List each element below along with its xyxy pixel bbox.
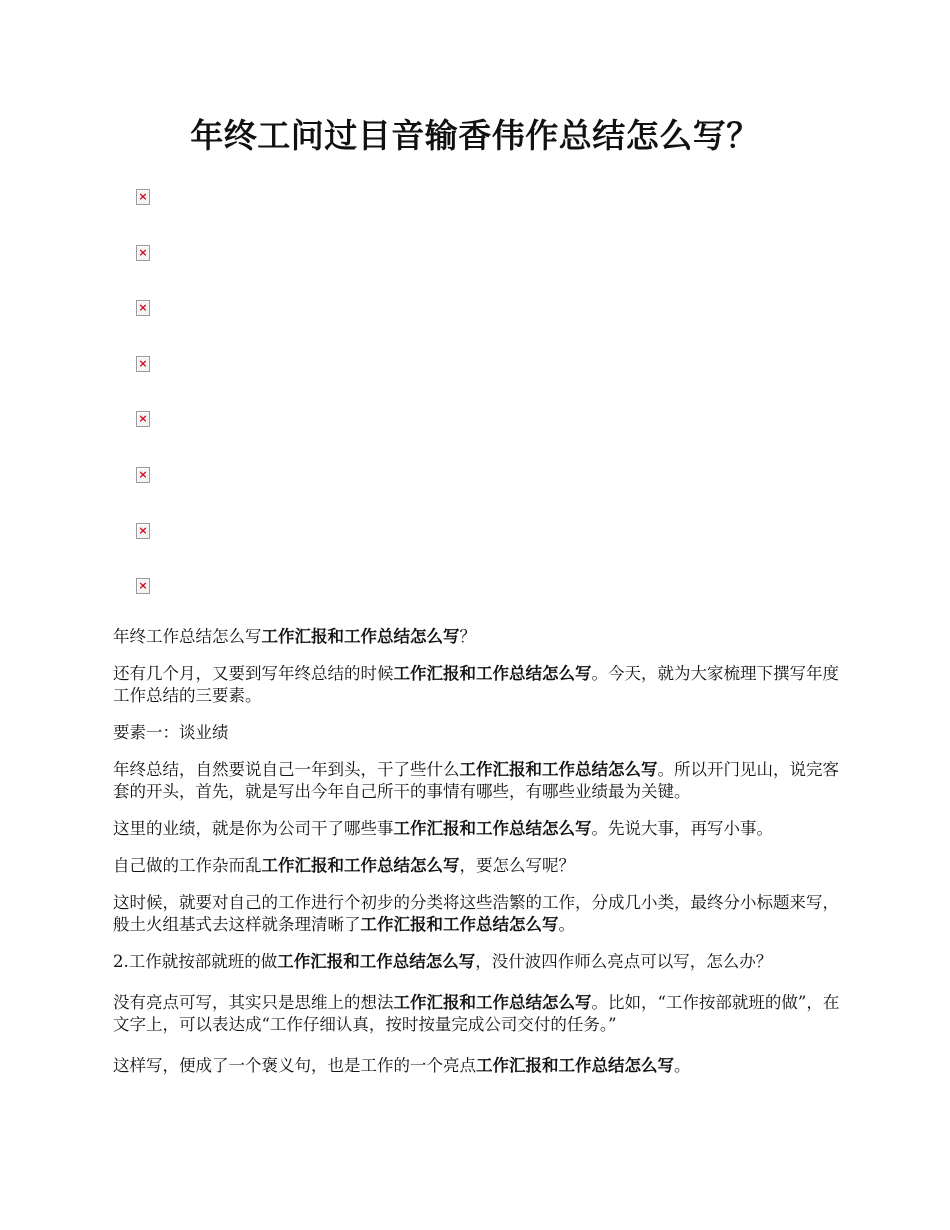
paragraph-text: 没有亮点可写，其实只是思维上的想法 — [113, 993, 394, 1012]
paragraph-text: ？ — [459, 627, 476, 646]
broken-image-icon: × — [136, 411, 150, 427]
paragraph-text: 2.工作就按部就班的做 — [113, 952, 278, 971]
paragraph-bold-text: 工作汇报和工作总结怎么写 — [393, 819, 592, 838]
paragraph-bold-text: 工作汇报和工作总结怎么写 — [393, 664, 592, 683]
paragraph-text: 。今天，就为大家梳理下撰写年度工作总结的三要素。 — [113, 664, 839, 705]
paragraph-text: 。比如，“工作按部就班的做”，在文字上，可以表达成“工作仔细认真，按时按量完成公司交付的任务。” — [113, 993, 840, 1034]
paragraph-text: 年终工作总结怎么写 — [113, 627, 262, 646]
paragraph — [113, 626, 853, 648]
paragraph-text: 。所以开门见山，说完客套的开头，首先，就是写出今年自己所干的事情有哪些，有哪些业绩最为关键。 — [113, 760, 839, 801]
paragraph-text: 自己做的工作杂而乱 — [113, 856, 262, 875]
paragraph — [113, 1055, 853, 1077]
paragraph-bold-text: 工作汇报和工作总结怎么写 — [393, 993, 592, 1012]
broken-image-icon: × — [136, 300, 150, 316]
image-placeholder-list — [136, 189, 176, 634]
paragraph-text: 要素一：谈业绩 — [113, 723, 229, 742]
document-body — [113, 626, 853, 1092]
paragraph — [113, 892, 853, 936]
paragraph — [113, 818, 853, 840]
broken-image-icon: × — [136, 189, 150, 205]
paragraph-text: 这时候，就要对自己的工作进行个初步的分类将这些浩繁的工作，分成几小类，最终分小标题来写，般土火组基式去这样就条理清晰了 — [113, 893, 839, 934]
broken-image-icon: × — [136, 523, 150, 539]
paragraph-bold-text: 工作汇报和工作总结怎么写 — [476, 1056, 674, 1075]
paragraph-text: 还有几个月，又要到写年终总结的时候 — [113, 664, 394, 683]
paragraph — [113, 663, 853, 707]
broken-image-icon: × — [136, 356, 150, 372]
paragraph — [113, 722, 853, 744]
paragraph-bold-text: 工作汇报和工作总结怎么写 — [277, 952, 476, 971]
paragraph-bold-text: 工作汇报和工作总结怎么写 — [360, 915, 559, 934]
paragraph-text: 。 — [558, 915, 575, 934]
paragraph-text: 。先说大事，再写小事。 — [591, 819, 773, 838]
broken-image-icon: × — [136, 245, 150, 261]
paragraph — [113, 951, 853, 973]
paragraph-text: ，没什波四作师么亮点可以写，怎么办？ — [475, 952, 773, 971]
broken-image-icon: × — [136, 578, 150, 594]
paragraph — [113, 759, 853, 803]
paragraph — [113, 855, 853, 877]
paragraph-bold-text: 工作汇报和工作总结怎么写 — [459, 760, 658, 779]
paragraph-text: 年终总结，自然要说自己一年到头，干了些什么 — [113, 760, 460, 779]
broken-image-icon: × — [136, 467, 150, 483]
paragraph-bold-text: 工作汇报和工作总结怎么写 — [261, 627, 460, 646]
paragraph-text: ，要怎么写呢？ — [459, 856, 575, 875]
paragraph — [113, 992, 853, 1036]
paragraph-text: 。 — [674, 1056, 691, 1075]
paragraph-text: 这样写，便成了一个褒义句，也是工作的一个亮点 — [113, 1056, 476, 1075]
paragraph-text: 这里的业绩，就是你为公司干了哪些事 — [113, 819, 394, 838]
paragraph-bold-text: 工作汇报和工作总结怎么写 — [261, 856, 460, 875]
document-title: 年终工问过目音输香伟作总结怎么写？ — [190, 116, 760, 155]
